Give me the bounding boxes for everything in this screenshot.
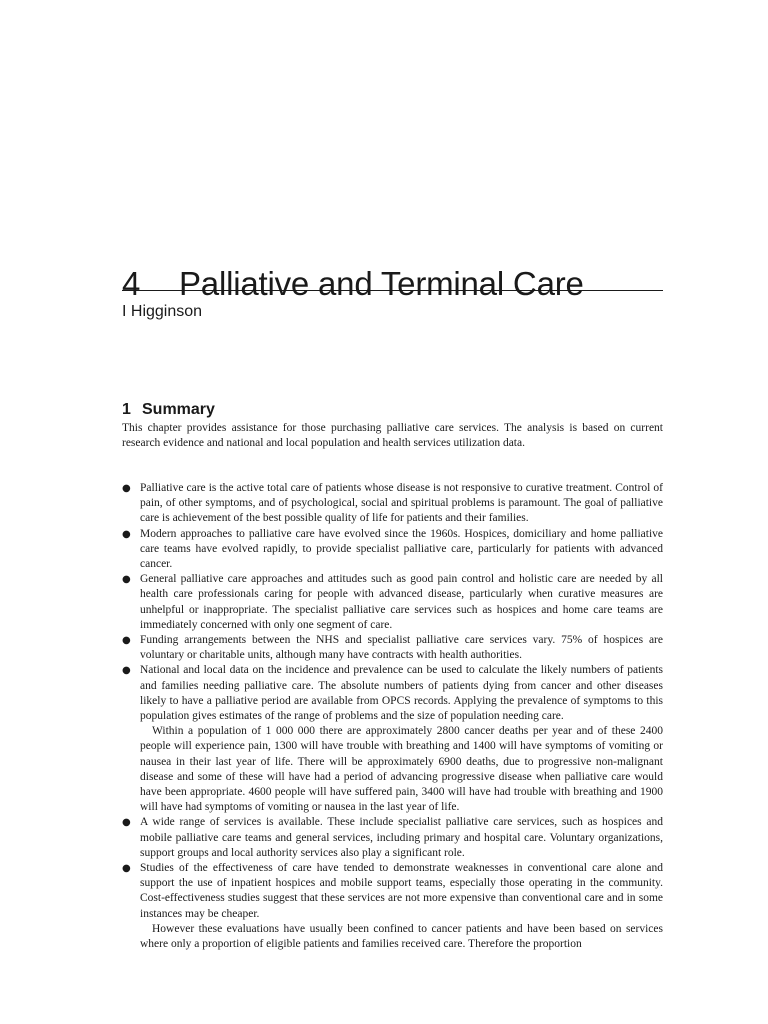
chapter-author: I Higginson: [122, 303, 203, 320]
bullet-continuation-text: Within a population of 1 000 000 there are approximately 2800 cancer deaths per year and of these 2400 people will experience pain, 1300 will have trouble with breathing and 1400 will have symptoms of vomiting or nausea in their last year of life. There will be approximately 6900 deaths, due to progressive non-malignant disease and some of these will have had a period of advancing progressive disease when palliative care would have been appropriate. 4600 people will have suffered pain, 3400 will have had trouble with breathing and 1900 will have had symptoms of vomiting or nausea in the last year of life.: [140, 725, 663, 814]
bullet-text: General palliative care approaches and attitudes such as good pain control and holistic care are needed by all health care professionals caring for people with advanced disease, particularly when curative measures are unhelpful or inappropriate. The specialist palliative care services such as hospices and home care teams are immediately concerned with only one segment of care.: [140, 573, 663, 631]
bullet-text: National and local data on the incidence and prevalence can be used to calculate the likely numbers of patients and families needing palliative care. The absolute numbers of patients dying from cancer and other diseases likely to have a palliative period are available from OPCS records. Applying the prevalence of symptoms to this population gives estimates of the range of problems and the size of population needing care.: [140, 664, 663, 723]
summary-bullet-item: [122, 861, 663, 952]
section-title: Summary: [142, 401, 215, 419]
chapter-heading: [122, 262, 663, 306]
summary-bullet-list: [122, 481, 663, 952]
bullet-icon: ●: [122, 483, 131, 494]
bullet-text: Funding arrangements between the NHS and specialist palliative care services vary. 75% of hospices are voluntary or charitable units, although many have contracts with health authorities.: [140, 634, 663, 662]
bullet-text: Studies of the effectiveness of care have tended to demonstrate weaknesses in conventional care alone and support the use of inpatient hospices and mobile support teams, especially those operating in the community. Cost-effectiveness studies suggest that these services are not more expensive than conventional care and in some instances may be cheaper.: [140, 862, 663, 920]
chapter-number: 4: [122, 265, 141, 303]
bullet-text: Palliative care is the active total care of patients whose disease is not responsive to curative treatment. Control of pain, of other symptoms, and of psychological, social and spiritual problems is paramount. The goal of palliative care is achievement of the best possible quality of life for patients and their families.: [140, 482, 663, 525]
summary-bullet-item: [122, 815, 663, 861]
summary-bullet-item: [122, 572, 663, 633]
bullet-icon: ●: [122, 635, 131, 647]
bullet-text: Modern approaches to palliative care have evolved since the 1960s. Hospices, domiciliary and home palliative care teams have evolved rapidly, to provide specialist palliative care, particularly for patients with advanced cancer.: [140, 527, 663, 571]
summary-bullet-item: [122, 633, 663, 663]
intro-paragraph: This chapter provides assistance for those purchasing palliative care services. The analysis is based on current research evidence and national and local population and health services utilization data.: [122, 422, 663, 450]
bullet-icon: ●: [122, 665, 131, 677]
bullet-icon: ●: [122, 817, 131, 829]
summary-bullet-item: [122, 663, 663, 815]
bullet-icon: ●: [122, 863, 131, 875]
summary-bullet-item: [122, 527, 663, 573]
bullet-continuation-text: However these evaluations have usually been confined to cancer patients and have been based on services where only a proportion of eligible patients and families received care. Therefore the proportion: [140, 922, 663, 951]
heading-divider: [122, 290, 663, 291]
bullet-icon: ●: [122, 528, 131, 540]
chapter-title: Palliative and Terminal Care: [179, 265, 584, 303]
section-number: 1: [122, 401, 131, 419]
bullet-icon: ●: [122, 574, 131, 586]
bullet-text: A wide range of services is available. These include specialist palliative care services, such as hospices and mobile palliative care teams and general services, including primary and hospital care. Voluntary organizations, support groups and local authority services also play a significant role.: [140, 816, 663, 859]
summary-bullet-item: [122, 481, 663, 527]
section-heading: [122, 399, 215, 421]
